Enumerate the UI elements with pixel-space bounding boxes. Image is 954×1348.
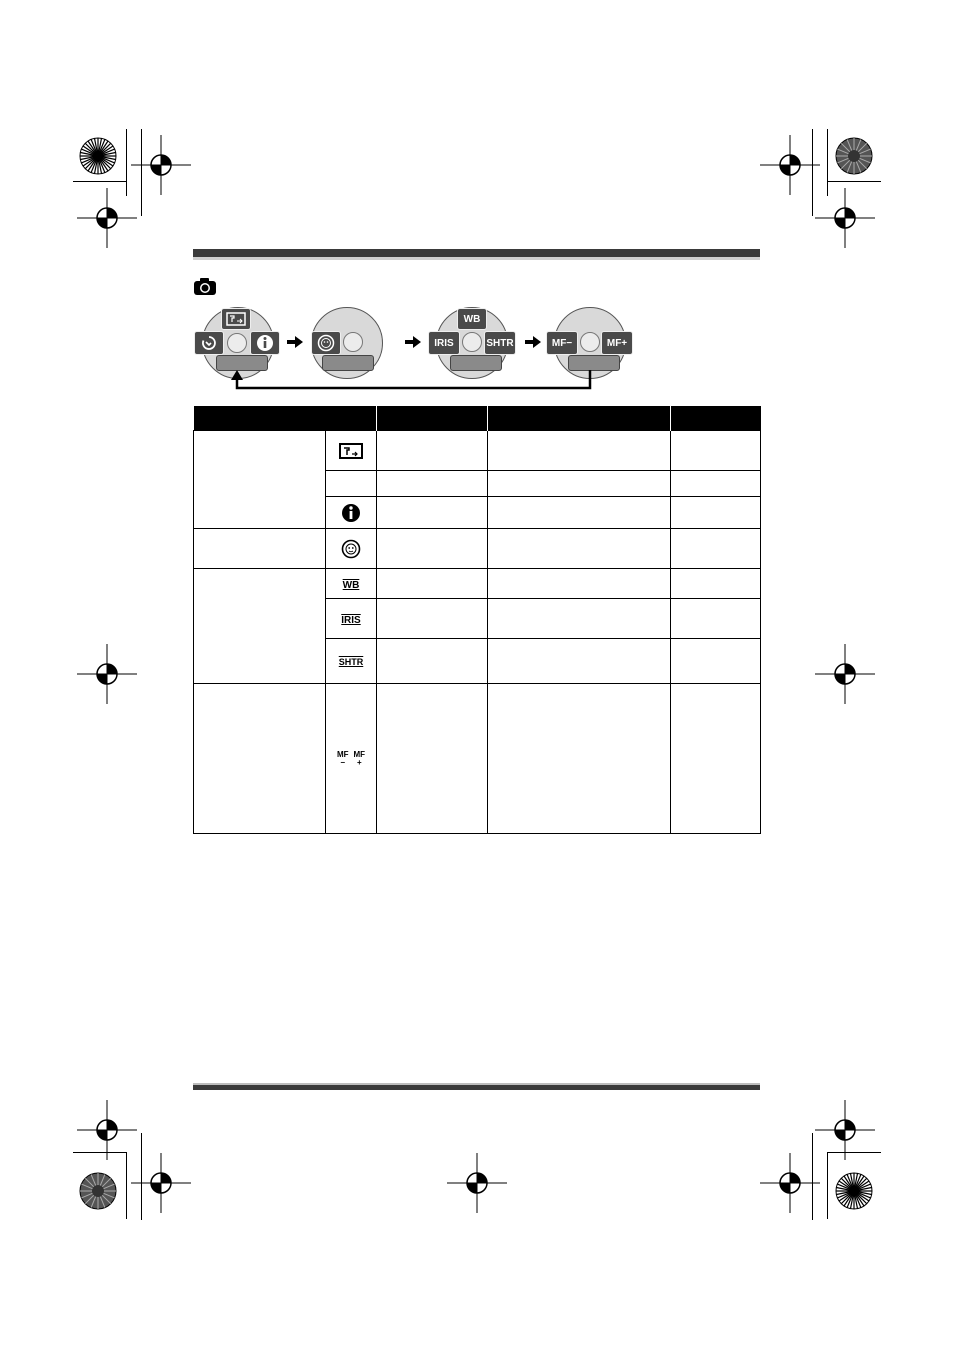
table-cell — [377, 599, 488, 639]
dial-center-button — [580, 332, 600, 352]
table-cell — [377, 471, 488, 497]
wb-icon: WB — [326, 569, 377, 599]
table-group-cell — [194, 529, 326, 569]
wb-key: WB — [457, 308, 487, 330]
table-cell — [488, 497, 671, 529]
footer-rule — [193, 1085, 760, 1090]
soft-skin-icon — [311, 331, 341, 355]
table-cell — [377, 529, 488, 569]
table-cell — [488, 569, 671, 599]
arrow-right-icon — [405, 336, 421, 348]
backlight-icon — [221, 308, 251, 330]
table-header-cell — [671, 406, 761, 431]
table-cell — [488, 529, 671, 569]
mf-plus-key: MF+ — [601, 331, 633, 355]
dial-center-button — [227, 333, 247, 353]
table-cell — [377, 497, 488, 529]
table-cell — [488, 471, 671, 497]
table-cell — [377, 431, 488, 471]
help-icon — [326, 497, 377, 529]
dial-tab — [216, 355, 268, 371]
table-cell — [488, 639, 671, 684]
table-cell — [488, 684, 671, 834]
table-cell — [671, 599, 761, 639]
return-arrow-icon — [228, 370, 596, 394]
dial-center-button — [462, 332, 482, 352]
iris-icon: IRIS — [326, 599, 377, 639]
table-cell — [671, 684, 761, 834]
table-header-row — [194, 406, 761, 431]
camera-icon — [193, 278, 217, 296]
arrow-right-icon — [525, 336, 541, 348]
soft-skin-icon — [326, 529, 377, 569]
table-cell — [377, 569, 488, 599]
self-timer-icon — [194, 331, 224, 355]
table-cell — [488, 599, 671, 639]
table-row — [194, 529, 761, 569]
table-row — [194, 684, 761, 834]
dial-tab — [322, 355, 374, 371]
help-icon — [250, 331, 280, 355]
table-cell — [671, 569, 761, 599]
dial-tab — [568, 355, 620, 371]
mf-minus-key: MF− — [546, 331, 578, 355]
mf-icon: MF − MF + — [326, 684, 377, 834]
table-group-cell — [194, 431, 326, 529]
table-header-cell — [194, 406, 377, 431]
header-rule-shade — [193, 257, 760, 260]
table-row — [194, 569, 761, 599]
table-group-cell — [194, 684, 326, 834]
dial-center-button — [343, 332, 363, 352]
table-group-cell — [194, 569, 326, 684]
table-cell — [671, 431, 761, 471]
table-cell — [671, 471, 761, 497]
backlight-icon — [326, 431, 377, 471]
table-cell — [326, 471, 377, 497]
table-header-cell — [377, 406, 488, 431]
table-header-cell — [488, 406, 671, 431]
table-cell — [671, 529, 761, 569]
shtr-key: SHTR — [484, 331, 516, 355]
table-cell — [377, 639, 488, 684]
table-row — [194, 431, 761, 471]
header-rule — [193, 249, 760, 257]
arrow-right-icon — [287, 336, 303, 348]
table-cell — [671, 639, 761, 684]
table-cell — [488, 431, 671, 471]
table-cell — [377, 684, 488, 834]
table-cell — [671, 497, 761, 529]
shtr-icon: SHTR — [326, 639, 377, 684]
settings-table — [193, 406, 761, 834]
iris-key: IRIS — [428, 331, 460, 355]
dial-tab — [450, 355, 502, 371]
